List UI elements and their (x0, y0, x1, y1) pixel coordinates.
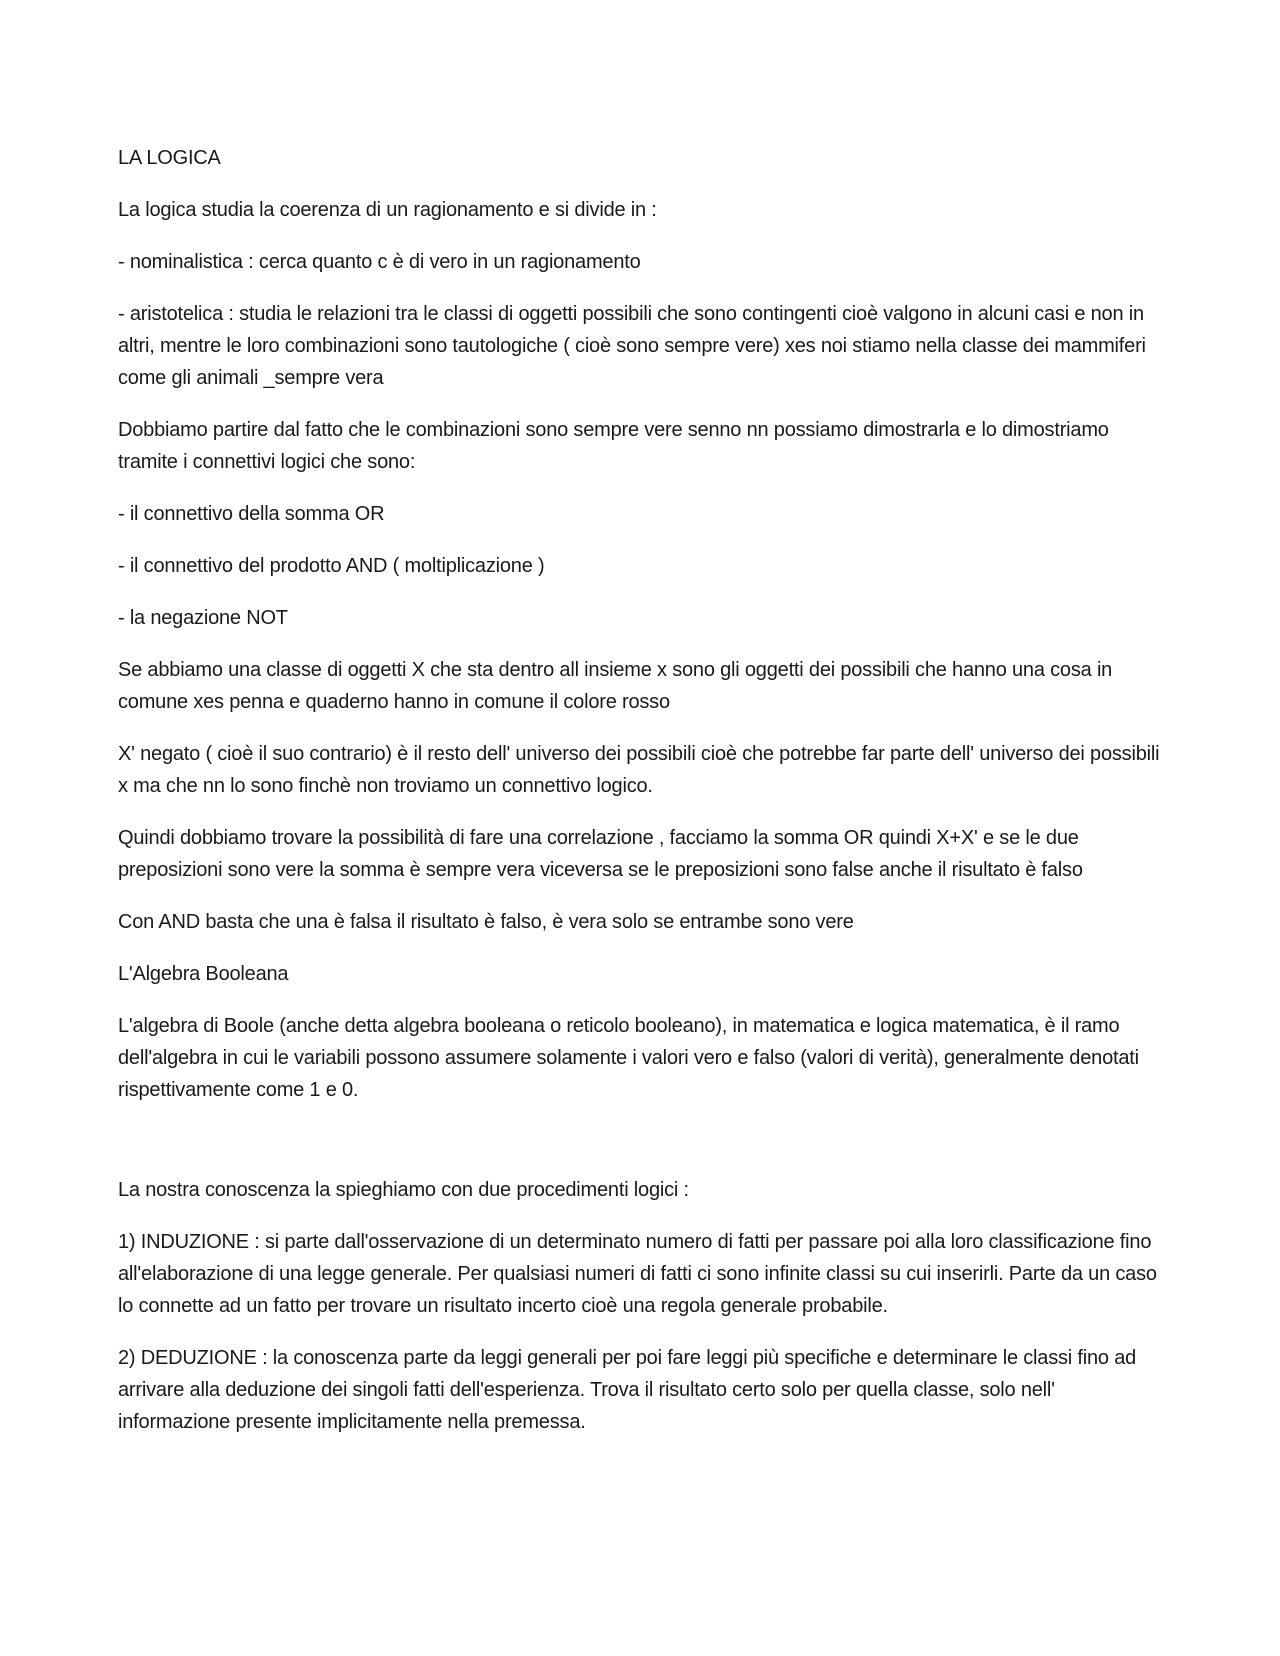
paragraph: Con AND basta che una è falsa il risultato è falso, è vera solo se entrambe sono vere (118, 911, 854, 933)
list-item-and: - il connettivo del prodotto AND ( moltiplicazione ) (118, 555, 545, 577)
paragraph: La nostra conoscenza la spieghiamo con due procedimenti logici : (118, 1179, 689, 1201)
paragraph: La logica studia la coerenza di un ragionamento e si divide in : (118, 199, 657, 221)
list-item-nominalistica: - nominalistica : cerca quanto c è di vero in un ragionamento (118, 251, 641, 273)
document-title: LA LOGICA (118, 147, 221, 169)
list-item-deduzione: 2) DEDUZIONE : la conoscenza parte da leggi generali per poi fare leggi più specifiche e determinare le classi fino ad arrivare alla deduzione dei singoli fatti dell'esperienza. Trova il risultato certo solo per quella classe, solo nell' informazione presente implicitamente nella premessa. (118, 1347, 1137, 1433)
blank-space (118, 1126, 1168, 1174)
paragraph: Quindi dobbiamo trovare la possibilità di fare una correlazione , facciamo la somma OR quindi X+X' e se le due preposizioni sono vere la somma è sempre vera viceversa se le preposizioni sono false anche il risultato è falso (118, 827, 1083, 881)
list-item-induzione: 1) INDUZIONE : si parte dall'osservazione di un determinato numero di fatti per passare poi alla loro classificazione fino all'elaborazione di una legge generale. Per qualsiasi numeri di fatti ci sono infinite classi su cui inserirli. Parte da un caso lo connette ad un fatto per trovare un risultato incerto cioè una regola generale probabile. (118, 1231, 1157, 1317)
section-heading-algebra-booleana: L'Algebra Booleana (118, 963, 289, 985)
list-item-aristotelica: - aristotelica : studia le relazioni tra le classi di oggetti possibili che sono contingenti cioè valgono in alcuni casi e non in altri, mentre le loro combinazioni sono tautologiche ( cioè sono sempre vere) xes noi stiamo nella classe dei mammiferi come gli animali _sempre vera (118, 303, 1146, 389)
paragraph: Se abbiamo una classe di oggetti X che sta dentro all insieme x sono gli oggetti dei possibili che hanno una cosa in comune xes penna e quaderno hanno in comune il colore rosso (118, 659, 1113, 713)
list-item-not: - la negazione NOT (118, 607, 288, 629)
paragraph: X' negato ( cioè il suo contrario) è il resto dell' universo dei possibili cioè che potrebbe far parte dell' universo dei possibili x ma che nn lo sono finchè non troviamo un connettivo logico. (118, 743, 1160, 797)
list-item-or: - il connettivo della somma OR (118, 503, 385, 525)
paragraph: Dobbiamo partire dal fatto che le combinazioni sono sempre vere senno nn possiamo dimostrarla e lo dimostriamo tramite i connettivi logici che sono: (118, 419, 1109, 473)
document-page (118, 142, 1168, 1458)
paragraph: L'algebra di Boole (anche detta algebra booleana o reticolo booleano), in matematica e logica matematica, è il ramo dell'algebra in cui le variabili possono assumere solamente i valori vero e falso (valori di verità), generalmente denotati rispettivamente come 1 e 0. (118, 1015, 1139, 1101)
